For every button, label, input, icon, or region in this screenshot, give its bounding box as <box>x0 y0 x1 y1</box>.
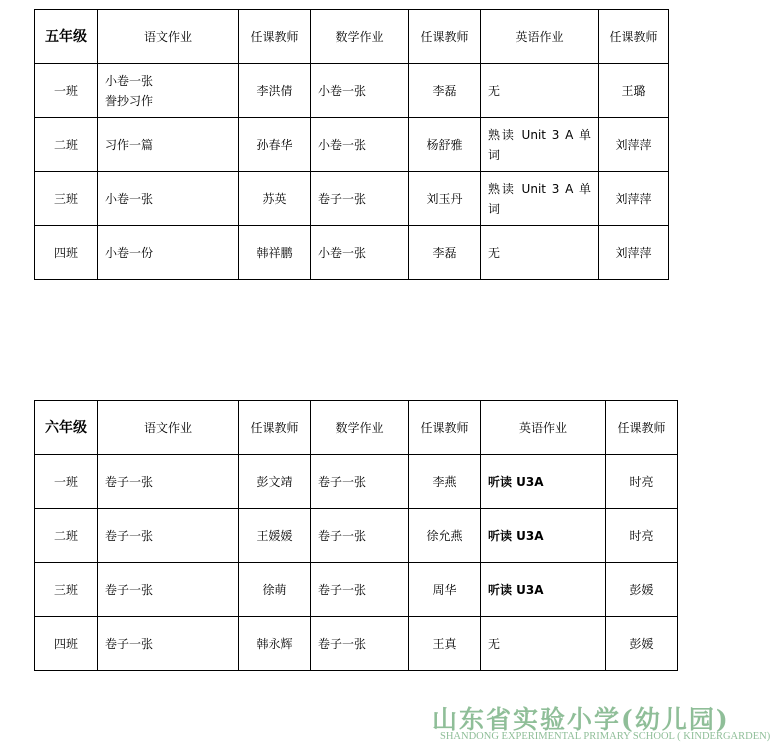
english-homework: 听读 U3A <box>481 563 606 617</box>
chinese-homework: 小卷一张 <box>98 172 239 226</box>
math-teacher: 李磊 <box>409 64 481 118</box>
math-homework: 小卷一张 <box>311 118 409 172</box>
english-homework: 听读 U3A <box>481 509 606 563</box>
table-row <box>35 563 678 617</box>
math-homework: 卷子一张 <box>311 563 409 617</box>
table-header-row <box>35 10 669 64</box>
school-logo <box>432 700 770 748</box>
english-teacher: 彭媛 <box>606 563 678 617</box>
class-name: 四班 <box>35 226 98 280</box>
chinese-homework: 卷子一张 <box>98 617 239 671</box>
class-name: 二班 <box>35 509 98 563</box>
english-homework: 熟读 Unit 3 A 单词 <box>481 172 599 226</box>
table-row <box>35 455 678 509</box>
chinese-teacher: 彭文靖 <box>239 455 311 509</box>
chinese-teacher: 孙春华 <box>239 118 311 172</box>
chinese-teacher: 韩祥鹏 <box>239 226 311 280</box>
table-row <box>35 64 669 118</box>
english-teacher: 彭媛 <box>606 617 678 671</box>
english-teacher: 时亮 <box>606 455 678 509</box>
grade5-homework-table <box>34 9 669 280</box>
table-row <box>35 617 678 671</box>
table-header-row <box>35 401 678 455</box>
math-teacher: 周华 <box>409 563 481 617</box>
class-name: 三班 <box>35 563 98 617</box>
math-teacher: 王真 <box>409 617 481 671</box>
table-row <box>35 226 669 280</box>
chinese-homework: 卷子一张 <box>98 509 239 563</box>
english-teacher: 王璐 <box>599 64 669 118</box>
header-chinese-homework: 语文作业 <box>98 401 239 455</box>
english-teacher: 刘萍萍 <box>599 118 669 172</box>
header-english-homework: 英语作业 <box>481 401 606 455</box>
header-chinese-teacher: 任课教师 <box>239 10 311 64</box>
table-row <box>35 172 669 226</box>
math-teacher: 徐允燕 <box>409 509 481 563</box>
header-math-homework: 数学作业 <box>311 401 409 455</box>
chinese-homework: 小卷一张 誊抄习作 <box>98 64 239 118</box>
chinese-homework: 小卷一份 <box>98 226 239 280</box>
class-name: 四班 <box>35 617 98 671</box>
english-teacher: 刘萍萍 <box>599 172 669 226</box>
chinese-teacher: 徐萌 <box>239 563 311 617</box>
chinese-homework: 卷子一张 <box>98 455 239 509</box>
math-homework: 卷子一张 <box>311 617 409 671</box>
chinese-homework: 习作一篇 <box>98 118 239 172</box>
math-teacher: 李磊 <box>409 226 481 280</box>
grade-label: 五年级 <box>35 10 98 64</box>
math-teacher: 刘玉丹 <box>409 172 481 226</box>
math-teacher: 杨舒雅 <box>409 118 481 172</box>
english-homework: 无 <box>481 64 599 118</box>
english-homework: 听读 U3A <box>481 455 606 509</box>
math-homework: 小卷一张 <box>311 64 409 118</box>
header-math-homework: 数学作业 <box>311 10 409 64</box>
grade6-homework-table <box>34 400 678 671</box>
table-row <box>35 509 678 563</box>
math-homework: 卷子一张 <box>311 455 409 509</box>
header-chinese-teacher: 任课教师 <box>239 401 311 455</box>
english-homework: 无 <box>481 226 599 280</box>
chinese-teacher: 王媛媛 <box>239 509 311 563</box>
header-chinese-homework: 语文作业 <box>98 10 239 64</box>
chinese-teacher: 李洪倩 <box>239 64 311 118</box>
header-math-teacher: 任课教师 <box>409 10 481 64</box>
header-english-teacher: 任课教师 <box>606 401 678 455</box>
chinese-teacher: 韩永辉 <box>239 617 311 671</box>
math-teacher: 李燕 <box>409 455 481 509</box>
math-homework: 卷子一张 <box>311 509 409 563</box>
grade-label: 六年级 <box>35 401 98 455</box>
math-homework: 小卷一张 <box>311 226 409 280</box>
class-name: 三班 <box>35 172 98 226</box>
english-homework: 无 <box>481 617 606 671</box>
class-name: 一班 <box>35 455 98 509</box>
english-teacher: 刘萍萍 <box>599 226 669 280</box>
class-name: 一班 <box>35 64 98 118</box>
english-homework: 熟读 Unit 3 A 单词 <box>481 118 599 172</box>
chinese-teacher: 苏英 <box>239 172 311 226</box>
chinese-homework: 卷子一张 <box>98 563 239 617</box>
english-teacher: 时亮 <box>606 509 678 563</box>
table-row <box>35 118 669 172</box>
header-math-teacher: 任课教师 <box>409 401 481 455</box>
school-name-en: SHANDONG EXPERIMENTAL PRIMARY SCHOOL ( KINDERGARDEN) <box>440 731 770 742</box>
math-homework: 卷子一张 <box>311 172 409 226</box>
header-english-homework: 英语作业 <box>481 10 599 64</box>
header-english-teacher: 任课教师 <box>599 10 669 64</box>
school-name-cn: 山东省实验小学(幼儿园) <box>432 705 730 734</box>
class-name: 二班 <box>35 118 98 172</box>
